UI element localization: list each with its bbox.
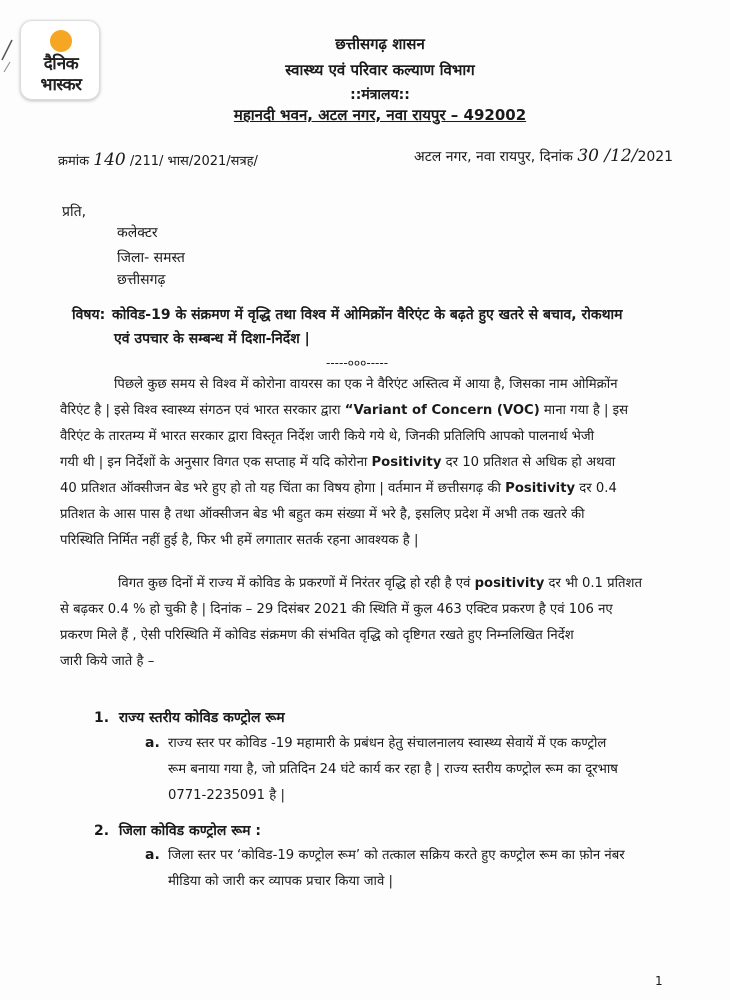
item-2-number: 2. [94,823,110,839]
para2-line1-c: दर भी 0.1 प्रतिशत [544,576,643,591]
reference-number [58,150,258,170]
item-2-title: जिला कोविड कण्ट्रोल रूम : [118,823,261,839]
header-state: छत्तीसगढ़ शासन [335,35,425,53]
date-handwritten: 30 /12/ [577,146,638,166]
para1-line4 [60,450,628,476]
header-department: स्वास्थ्य एवं परिवार कल्याण विभाग [285,61,475,79]
para1-line4-bold: Positivity [371,455,442,470]
logo-line1: दैनिक [43,54,79,74]
paragraph-2 [60,571,642,675]
para1-line2-bold: “Variant of Concern (VOC) [344,403,540,418]
subject-line1: कोविड-19 के संक्रमण में वृद्धि तथा विश्व में ओमिक्रोंन वैरिएंट के बढ़ते हुए खतरे से बचाव, रोकथाम [112,307,623,323]
para1-line7: परिस्थिति निर्मित नहीं हुई है, फिर भी हमें लगातार सतर्क रहना आवश्यक है | [60,533,419,548]
reference-prefix: क्रमांक [58,154,90,169]
para1-line2-a: वैरिएंट है | इसे विश्व स्वास्थ्य संगठन एवं भारत सरकार द्वारा [60,403,345,418]
item-2-heading [94,821,261,840]
addressee-line1: कलेक्टर [117,225,158,241]
item-1-number: 1. [94,710,110,726]
item-2a-line1: जिला स्तर पर ‘कोविड-19 कण्ट्रोल रूम’ को तत्काल सक्रिय करते हुए कण्ट्रोल रूम का फ़ोन नंबर [168,848,625,863]
section-divider: -----०००----- [326,356,389,370]
dainik-bhaskar-logo [20,20,100,100]
para1-line5-a: 40 प्रतिशत ऑक्सीजन बेड भरे हुए हो तो यह चिंता का विषय होगा | वर्तमान में छत्तीसगढ़ की [60,481,506,496]
page-fold-mark [0,0,14,110]
para1-line4-c: दर 10 प्रतिशत से अधिक हो अथवा [441,455,616,470]
item-2a-label: a. [145,847,160,863]
para1-line3: वैरिएंट के तारतम्य में भारत सरकार द्वारा विस्तृत निर्देश जारी किये गये थे, जिनकी प्रतिलिपि आपको पालनार्थ भेजी [60,429,595,444]
reference-suffix: /211/ भास/2021/सत्रह/ [129,154,258,169]
para2-line1-bold: positivity [474,576,545,591]
addressee-line3: छत्तीसगढ़ [117,272,166,288]
salutation-to: प्रति, [62,204,87,220]
date-prefix: अटल नगर, नवा रायपुर, दिनांक [414,149,573,165]
item-2a-text [168,843,625,895]
page-number: 1 [655,974,663,988]
item-1a-text [168,731,618,809]
reference-handwritten-number: 140 [93,150,126,170]
reference-date [414,146,673,166]
item-1-title: राज्य स्तरीय कोविड कण्ट्रोल रूम [118,710,285,726]
para2-line4: जारी किये जाते है – [60,654,155,669]
item-1a-line1: राज्य स्तर पर कोविड -19 महामारी के प्रबंधन हेतु संचालनालय स्वास्थ्य सेवायें में एक कण्ट्रोल [168,736,607,751]
para1-line4-a: गयी थी | इन निर्देशों के अनुसार विगत एक सप्ताह में यदि कोरोना [60,455,372,470]
para2-line3: प्रकरण मिले हैं , ऐसी परिस्थिति में कोविड संक्रमण की संभवित वृद्धि को दृष्टिगत रखते हुए निम्नलिखित निर्देश [60,628,574,643]
item-2a-line2: मीडिया को जारी कर व्यापक प्रचार किया जावे | [168,874,393,889]
para1-line1: पिछले कुछ समय से विश्व में कोरोना वायरस का एक ने वैरिएंट अस्तित्व में आया है, जिसका नाम ओमिक्रोंन [114,377,618,392]
item-1a-line3: 0771-2235091 है | [168,788,285,803]
item-1a-line2: रूम बनाया गया है, जो प्रतिदिन 24 घंटे कार्य कर रहा है | राज्य स्तरीय कण्ट्रोल रूम का दूरभाष [168,762,618,777]
paragraph-1 [60,372,628,554]
sun-icon [50,30,72,52]
para1-line6: प्रतिशत के आस पास है तथा ऑक्सीजन बेड भी बहुत कम संख्या में भरे है, इसलिए प्रदेश में अभी तक खतरे की [60,507,585,522]
para2-line1 [60,571,642,597]
para1-line2-c: माना गया है | इस [539,403,629,418]
subject-line2: एवं उपचार के सम्बन्ध में दिशा-निर्देश | [114,331,310,347]
para1-line5-c: दर 0.4 [575,481,617,496]
para1-line5 [60,476,628,502]
header-address: महानदी भवन, अटल नगर, नवा रायपुर – 492002 [233,106,527,124]
para2-line2: से बढ़कर 0.4 % हो चुकी है | दिनांक – 29 दिसंबर 2021 की स्थिति में कुल 463 एक्टिव प्रकरण है एवं 106 नए [60,602,613,617]
para2-line1-a: विगत कुछ दिनों में राज्य में कोविड के प्रकरणों में निरंतर वृद्धि हो रही है एवं [118,576,475,591]
para1-line5-bold: Positivity [505,481,576,496]
date-year: 2021 [637,149,674,165]
addressee-line2: जिला- समस्त [117,250,185,266]
header-ministry: ::मंत्रालय:: [350,87,410,103]
para1-line2 [60,398,628,424]
item-1-heading [94,708,285,727]
subject-label: विषय: [72,307,106,323]
logo-line2: भास्कर [40,75,82,95]
item-1a-label: a. [145,735,160,751]
